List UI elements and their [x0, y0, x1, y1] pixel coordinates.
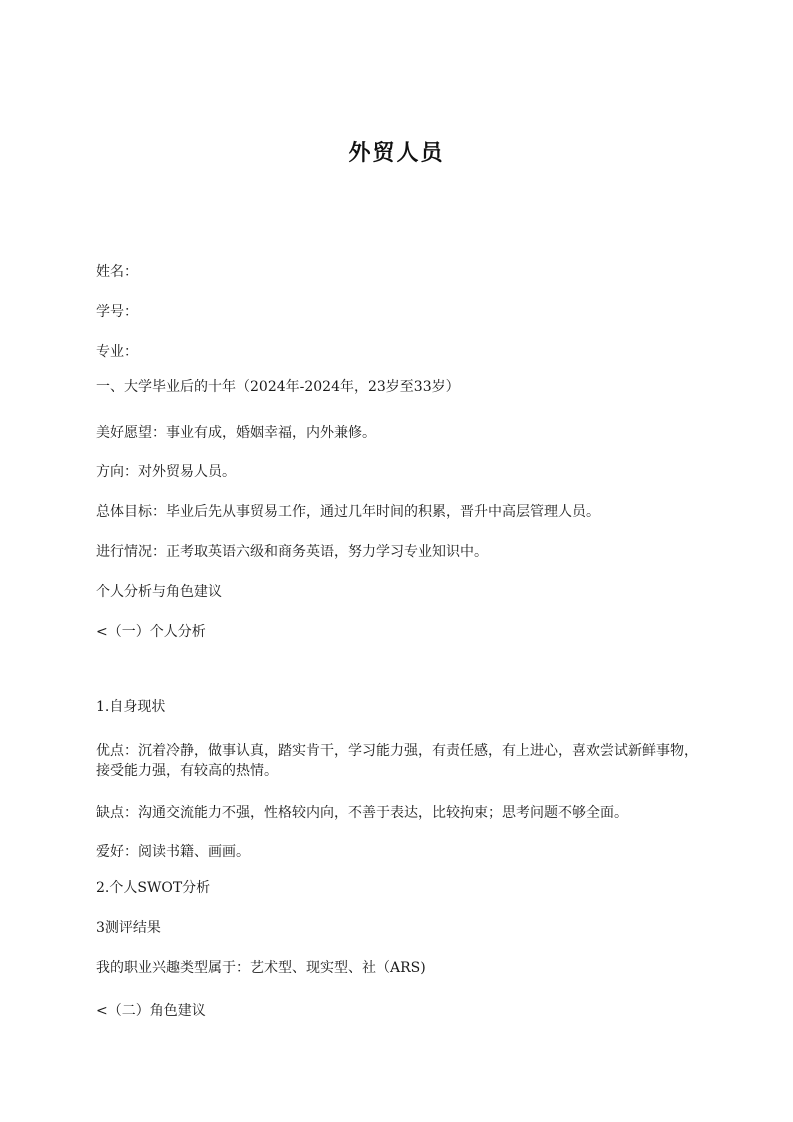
- subsection-heading-swot: 2.个人SWOT分析: [96, 880, 211, 896]
- subsection-heading-personal-analysis: <（一）个人分析: [96, 624, 206, 640]
- subsection-heading-current-status: 1.自身现状: [96, 699, 166, 715]
- section-heading-ten-years: 一、大学毕业后的十年（2024年-2024年，23岁至33岁）: [96, 379, 460, 395]
- subsection-heading-test-results: 3测评结果: [96, 920, 161, 936]
- name-field-label: 姓名：: [96, 264, 138, 280]
- subsection-heading-role-advice: <（二）角色建议: [96, 1003, 206, 1019]
- major-field-label: 专业：: [96, 344, 138, 360]
- paragraph-wish: 美好愿望：事业有成，婚姻幸福，内外兼修。: [96, 425, 376, 441]
- paragraph-strengths: 优点：沉着冷静，做事认真，踏实肯干，学习能力强，有责任感，有上进心，喜欢尝试新鲜事物，接受能力强，有较高的热情。: [96, 743, 698, 779]
- paragraph-weaknesses: 缺点：沟通交流能力不强，性格较内向，不善于表达，比较拘束；思考问题不够全面。: [96, 805, 628, 821]
- student-id-field-label: 学号：: [96, 304, 138, 320]
- section-heading-analysis: 个人分析与角色建议: [96, 584, 222, 600]
- document-title: 外贸人员: [348, 141, 445, 166]
- paragraph-progress: 进行情况：正考取英语六级和商务英语，努力学习专业知识中。: [96, 544, 488, 560]
- paragraph-interest-type: 我的职业兴趣类型属于：艺术型、现实型、社（ARS): [96, 960, 426, 976]
- paragraph-direction: 方向：对外贸易人员。: [96, 464, 236, 480]
- paragraph-overall-goal: 总体目标：毕业后先从事贸易工作，通过几年时间的积累，晋升中高层管理人员。: [96, 504, 600, 520]
- paragraph-hobbies: 爱好：阅读书籍、画画。: [96, 844, 250, 860]
